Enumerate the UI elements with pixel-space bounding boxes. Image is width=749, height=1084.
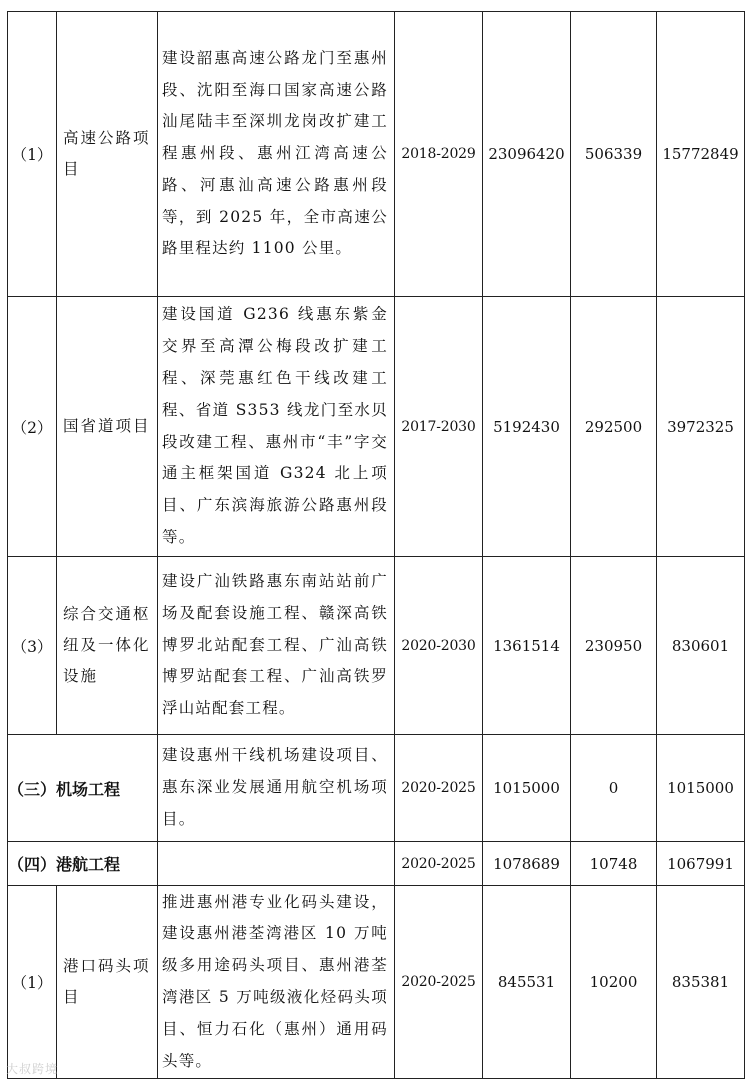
project-name: 综合交通枢纽及一体化设施: [57, 557, 158, 735]
investment-column-a: 10748: [571, 842, 657, 886]
construction-period: 2018-2029: [395, 12, 483, 297]
investment-column-b: 830601: [657, 557, 745, 735]
construction-period: 2020-2025: [395, 886, 483, 1079]
section-title: 机场工程: [56, 779, 121, 799]
section-row: [8, 735, 745, 842]
section-title: 港航工程: [56, 855, 121, 874]
row-index: （2）: [8, 297, 57, 557]
table-row: [8, 297, 745, 557]
row-index: （3）: [8, 557, 57, 735]
investment-column-b: 835381: [657, 886, 745, 1079]
investment-column-a: 0: [571, 735, 657, 842]
project-name: 港口码头项目: [57, 886, 158, 1079]
project-description: 推进惠州港专业化码头建设，建设惠州港荃湾港区 10 万吨级多用途码头项目、惠州港荃湾港区 5 万吨级液化烃码头项目、恒力石化（惠州）通用码头等。: [158, 886, 395, 1079]
total-investment: 1015000: [483, 735, 571, 842]
project-description: 建设国道 G236 线惠东紫金交界至高潭公梅段改扩建工程、深莞惠红色干线改建工程、省道 S353 线龙门至水贝段改建工程、惠州市“丰”字交通主框架国道 G324 北上项目、广东滨海旅游公路惠州段等。: [158, 297, 395, 557]
total-investment: 1361514: [483, 557, 571, 735]
watermark: 大叔跨境: [6, 1062, 59, 1076]
construction-period: 2017-2030: [395, 297, 483, 557]
section-header: [8, 842, 158, 886]
investment-column-a: 292500: [571, 297, 657, 557]
project-description: 建设韶惠高速公路龙门至惠州段、沈阳至海口国家高速公路汕尾陆丰至深圳龙岗改扩建工程惠州段、惠州江湾高速公路、河惠汕高速公路惠州段等，到 2025 年，全市高速公路里程达约 1100 公里。: [158, 12, 395, 297]
section-header: [8, 735, 158, 842]
investment-column-a: 230950: [571, 557, 657, 735]
section-row: [8, 842, 745, 886]
construction-period: 2020-2025: [395, 842, 483, 886]
investment-column-b: 1067991: [657, 842, 745, 886]
project-name: 国省道项目: [57, 297, 158, 557]
construction-period: 2020-2030: [395, 557, 483, 735]
investment-column-b: 1015000: [657, 735, 745, 842]
section-index: （三）: [8, 779, 57, 799]
project-name: 高速公路项目: [57, 12, 158, 297]
section-index: （四）: [8, 855, 57, 874]
total-investment: 1078689: [483, 842, 571, 886]
investment-column-a: 506339: [571, 12, 657, 297]
investment-column-b: 3972325: [657, 297, 745, 557]
total-investment: 23096420: [483, 12, 571, 297]
table-row: [8, 12, 745, 297]
project-description: 建设惠州干线机场建设项目、惠东深业发展通用航空机场项目。: [158, 735, 395, 842]
investment-column-a: 10200: [571, 886, 657, 1079]
project-description: 建设广汕铁路惠东南站站前广场及配套设施工程、赣深高铁博罗北站配套工程、广汕高铁博罗站配套工程、广汕高铁罗浮山站配套工程。: [158, 557, 395, 735]
row-index: （1）: [8, 886, 57, 1079]
total-investment: 845531: [483, 886, 571, 1079]
project-table: [7, 11, 745, 1079]
row-index: （1）: [8, 12, 57, 297]
table-row: [8, 557, 745, 735]
table-row: [8, 886, 745, 1079]
project-description: [158, 842, 395, 886]
total-investment: 5192430: [483, 297, 571, 557]
investment-column-b: 15772849: [657, 12, 745, 297]
construction-period: 2020-2025: [395, 735, 483, 842]
